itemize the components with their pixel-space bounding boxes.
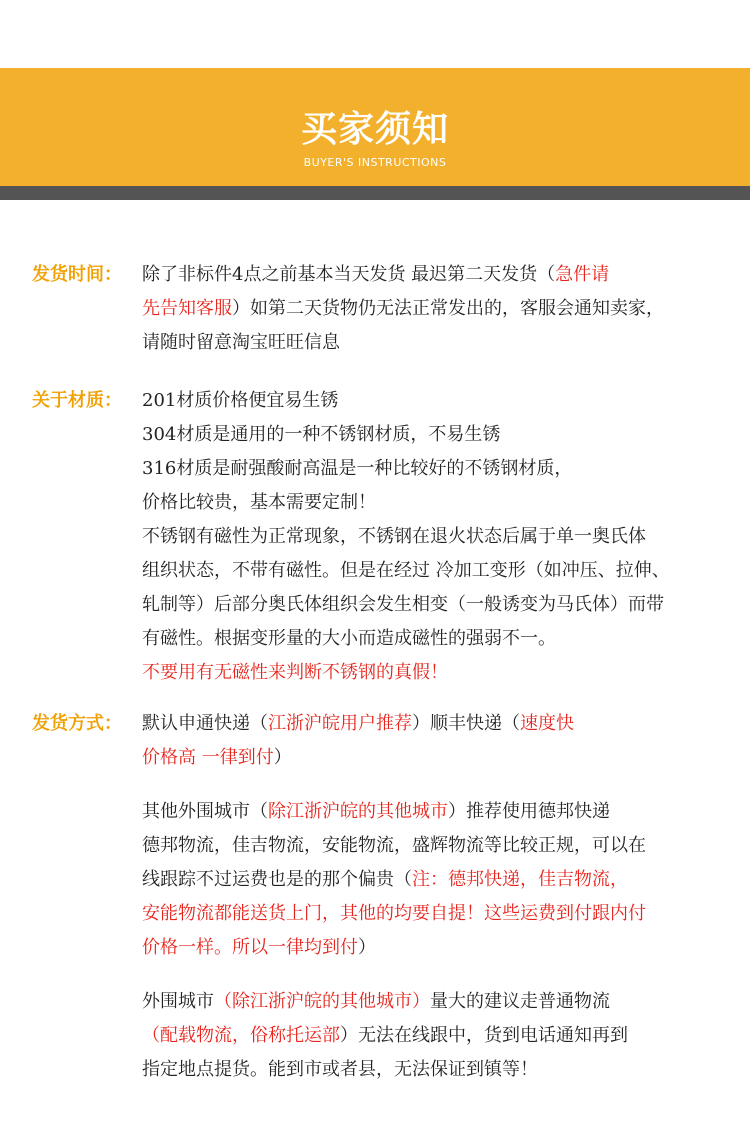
- section-body: [142, 384, 722, 690]
- section-label: 关于材质：: [32, 390, 122, 411]
- text-line: [142, 707, 722, 741]
- highlight-text: 先告知客服: [142, 298, 232, 319]
- body-text: 其他外围城市（: [142, 801, 268, 822]
- highlight-text: 价格一样。所以一律均到付: [142, 937, 358, 958]
- text-line: [142, 384, 722, 418]
- page-subtitle: BUYER'S INSTRUCTIONS: [303, 156, 447, 169]
- text-line: [142, 795, 722, 829]
- body-text: 除了非标件4点之前基本当天发货 最迟第二天发货（: [142, 264, 556, 285]
- body-text: ）: [358, 937, 376, 958]
- body-text: 316材质是耐强酸耐高温是一种比较好的不锈钢材质，: [142, 458, 573, 479]
- text-line: [142, 418, 722, 452]
- text-line: [142, 258, 722, 292]
- text-line: [142, 1053, 722, 1087]
- highlight-text: 安能物流都能送货上门，其他的均要自提！这些运费到付跟内付: [142, 903, 646, 924]
- text-line: [142, 985, 722, 1019]
- body-text: 不锈钢有磁性为正常现象，不锈钢在退火状态后属于单一奥氏体: [142, 526, 646, 547]
- text-line: [142, 656, 722, 690]
- section-body: [142, 258, 722, 360]
- body-text: ）: [273, 747, 292, 768]
- body-text: 德邦物流，佳吉物流，安能物流，盛辉物流等比较正规，可以在: [142, 835, 646, 856]
- body-text: 量大的建议走普通物流: [430, 991, 610, 1012]
- highlight-text: 江浙沪皖用户推荐: [268, 713, 412, 734]
- page-title: 买家须知: [300, 109, 449, 150]
- text-line: [142, 452, 722, 486]
- body-text: ）顺丰快递（: [412, 713, 520, 734]
- highlight-text: 注：德邦快递，佳吉物流，: [412, 869, 628, 890]
- text-line: [142, 554, 722, 588]
- text-line: [142, 741, 722, 775]
- text-line: [142, 829, 722, 863]
- text-line: [142, 622, 722, 656]
- body-text: 线跟踪不过运费也是的那个偏贵（: [142, 869, 412, 890]
- body-text: 外围城市: [142, 991, 214, 1012]
- paragraph-gap: [142, 775, 722, 795]
- body-text: ）推荐使用德邦快递: [448, 801, 610, 822]
- text-line: [142, 292, 722, 326]
- highlight-text: 急件请: [555, 264, 610, 285]
- text-line: [142, 897, 722, 931]
- text-line: [142, 588, 722, 622]
- highlight-text: （除江浙沪皖的其他城市）: [214, 991, 430, 1012]
- highlight-text: 速度快: [520, 713, 574, 734]
- body-text: 组织状态，不带有磁性。但是在经过 冷加工变形（如冲压、拉伸、: [142, 560, 670, 581]
- body-text: 默认申通快递（: [142, 713, 268, 734]
- text-line: [142, 1019, 722, 1053]
- body-text: 201材质价格便宜易生锈: [142, 390, 339, 411]
- section-body: [142, 707, 722, 1087]
- highlight-text: 除江浙沪皖的其他城市: [268, 801, 448, 822]
- section-label: 发货时间：: [32, 264, 122, 285]
- text-line: [142, 326, 722, 360]
- highlight-text: （配载物流，俗称托运部: [142, 1025, 340, 1046]
- body-text: ）无法在线跟中，货到电话通知再到: [340, 1025, 628, 1046]
- body-text: 有磁性。根据变形量的大小而造成磁性的强弱不一。: [142, 628, 556, 649]
- section-label: 发货方式：: [32, 713, 122, 734]
- text-line: [142, 863, 722, 897]
- highlight-text: 价格高 一律到付: [142, 747, 274, 768]
- body-text: 304材质是通用的一种不锈钢材质，不易生锈: [142, 424, 501, 445]
- text-line: [142, 486, 722, 520]
- body-text: ）如第二天货物仍无法正常发出的，客服会通知卖家，: [232, 298, 664, 319]
- body-text: 请随时留意淘宝旺旺信息: [142, 332, 340, 353]
- paragraph-gap: [142, 965, 722, 985]
- body-text: 价格比较贵，基本需要定制！: [142, 492, 376, 513]
- header-divider: [0, 186, 750, 200]
- text-line: [142, 931, 722, 965]
- highlight-text: 不要用有无磁性来判断不锈钢的真假！: [142, 662, 448, 683]
- header-banner: [0, 68, 750, 186]
- body-text: 指定地点提货。能到市或者县，无法保证到镇等！: [142, 1059, 538, 1080]
- text-line: [142, 520, 722, 554]
- body-text: 轧制等）后部分奥氏体组织会发生相变（一般诱变为马氏体）而带: [142, 594, 664, 615]
